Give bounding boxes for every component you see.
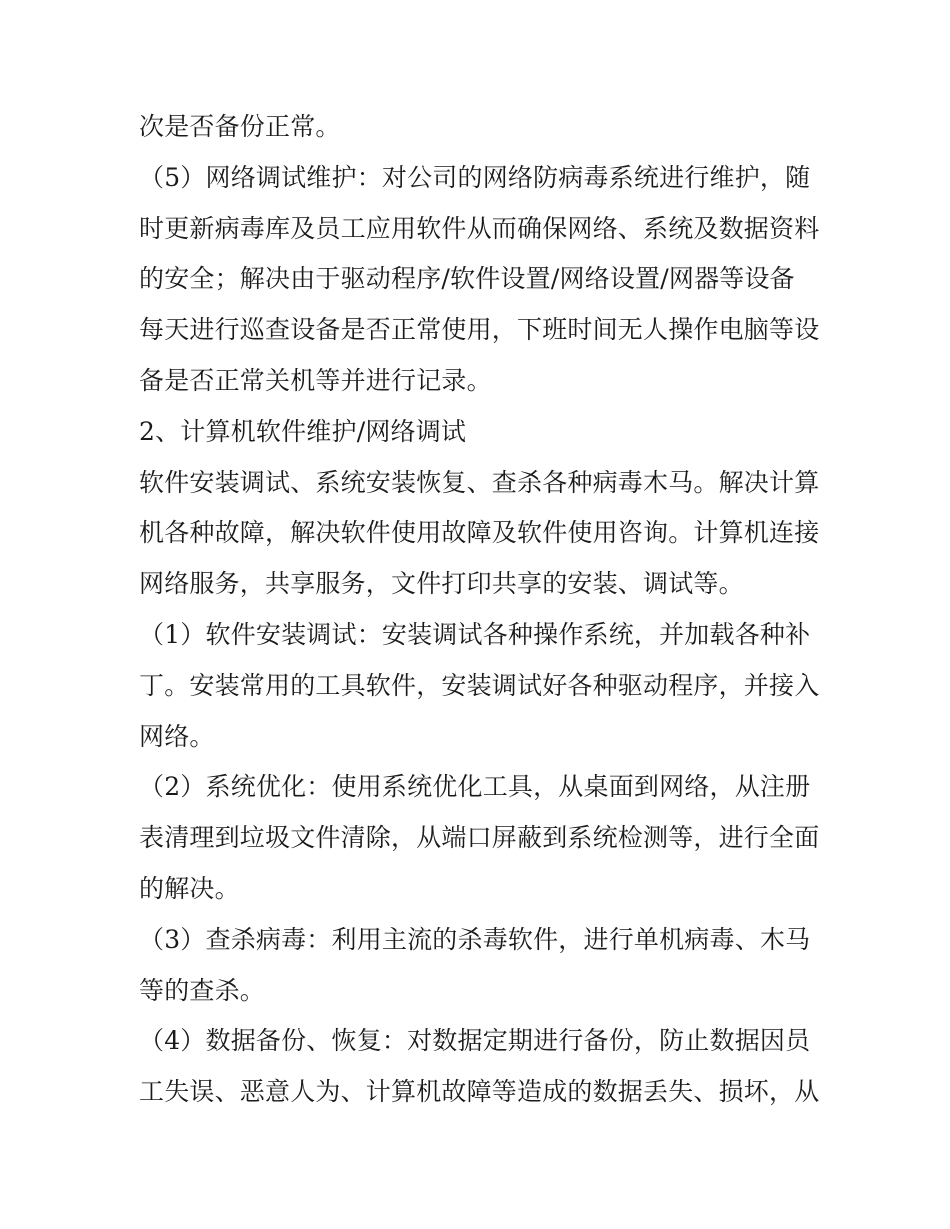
text-line: 的安全；解决由于驱动程序/软件设置/网络设置/网器等设备 <box>139 264 795 294</box>
text-line: 时更新病毒库及员工应用软件从而确保网络、系统及数据资料 <box>139 213 820 243</box>
text-line: （5）网络调试维护：对公司的网络防病毒系统进行维护，随 <box>139 162 811 192</box>
text-line: 次是否备份正常。 <box>139 112 341 141</box>
text-line: 备是否正常关机等并进行记录。 <box>139 365 492 395</box>
text-line: 每天进行巡查设备是否正常使用，下班时间无人操作电脑等设 <box>139 315 820 345</box>
text-line: （2）系统优化：使用系统优化工具，从桌面到网络，从注册 <box>139 772 811 802</box>
text-line: 机各种故障，解决软件使用故障及软件使用咨询。计算机连接 <box>139 518 820 548</box>
text-line: 丁。安装常用的工具软件，安装调试好各种驱动程序，并接入 <box>139 670 820 700</box>
text-line: 表清理到垃圾文件清除，从端口屏蔽到系统检测等，进行全面 <box>139 823 820 853</box>
text-line: （3）查杀病毒：利用主流的杀毒软件，进行单机病毒、木马 <box>139 924 811 954</box>
text-line: 网络。 <box>139 721 215 751</box>
text-line: 等的查杀。 <box>139 975 266 1005</box>
text-line: （1）软件安装调试：安装调试各种操作系统，并加载各种补 <box>139 619 811 649</box>
document-body <box>139 107 829 1123</box>
text-line: 的解决。 <box>139 873 240 903</box>
text-line: 网络服务，共享服务，文件打印共享的安装、调试等。 <box>139 569 744 599</box>
section-heading: 2、计算机软件维护/网络调试 <box>139 416 467 446</box>
text-line: 工失误、恶意人为、计算机故障等造成的数据丢失、损坏，从 <box>139 1077 820 1107</box>
text-line: 软件安装调试、系统安装恢复、查杀各种病毒木马。解决计算 <box>139 467 820 497</box>
text-line: （4）数据备份、恢复：对数据定期进行备份，防止数据因员 <box>139 1026 811 1056</box>
